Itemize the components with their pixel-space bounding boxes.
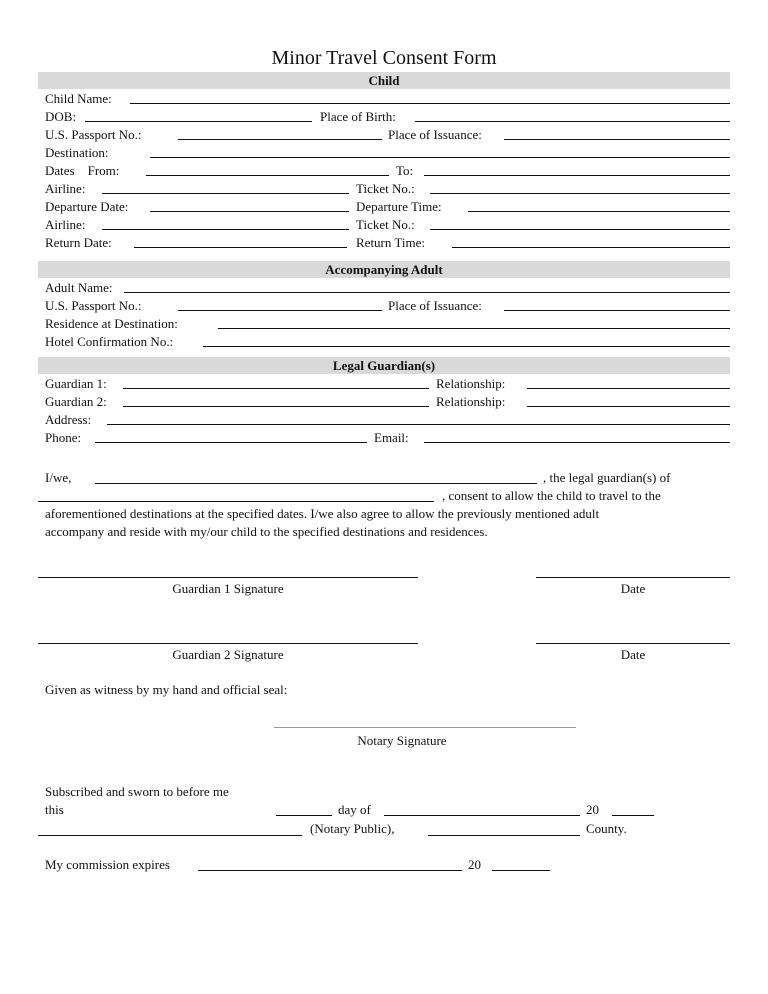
- place-of-birth-label: Place of Birth:: [320, 109, 396, 124]
- departure-date-field[interactable]: [150, 211, 349, 212]
- guardian1-date-line[interactable]: [536, 577, 730, 578]
- adult-passport-label: U.S. Passport No.:: [45, 298, 142, 313]
- dates-to-label: To:: [396, 163, 414, 178]
- return-date-field[interactable]: [134, 247, 347, 248]
- witness-text: Given as witness by my hand and official seal:: [45, 682, 288, 697]
- section-header-adult: Accompanying Adult: [38, 261, 730, 278]
- child-name-field[interactable]: [130, 103, 730, 104]
- address-label: Address:: [45, 412, 92, 427]
- relationship1-label: Relationship:: [436, 376, 506, 391]
- year-prefix-1: 20: [586, 802, 599, 817]
- dob-field[interactable]: [85, 121, 312, 122]
- airline-field[interactable]: [102, 193, 349, 194]
- child-passport-label: U.S. Passport No.:: [45, 127, 142, 142]
- dates-to-field[interactable]: [424, 175, 730, 176]
- day-field[interactable]: [276, 815, 332, 816]
- place-of-birth-field[interactable]: [415, 121, 730, 122]
- adult-name-label: Adult Name:: [45, 280, 113, 295]
- guardian1-date-label: Date: [620, 581, 646, 596]
- notary-public-field[interactable]: [38, 835, 302, 836]
- child-passport-field[interactable]: [178, 139, 382, 140]
- residence-label: Residence at Destination:: [45, 316, 178, 331]
- child-name-label: Child Name:: [45, 91, 112, 106]
- consent-guardian-names-field[interactable]: [95, 483, 537, 484]
- departure-date-label: Departure Date:: [45, 199, 129, 214]
- address-field[interactable]: [107, 424, 730, 425]
- child-place-of-issuance-field[interactable]: [504, 139, 730, 140]
- consent-paragraph-line3: aforementioned destinations at the specified dates. I/we also agree to allow the previously mentioned adult: [45, 506, 600, 521]
- guardian2-field[interactable]: [123, 406, 429, 407]
- this-text: this: [45, 802, 64, 817]
- dob-label: DOB:: [45, 109, 77, 124]
- dates-from-label: Dates From:: [45, 163, 120, 178]
- consent-iwe-label: I/we,: [45, 470, 72, 485]
- guardian1-signature-label: Guardian 1 Signature: [172, 581, 284, 596]
- guardian1-label: Guardian 1:: [45, 376, 107, 391]
- hotel-label: Hotel Confirmation No.:: [45, 334, 174, 349]
- consent-paragraph-line4: accompany and reside with my/our child to the specified destinations and residences.: [45, 524, 488, 539]
- year-field-1[interactable]: [612, 815, 654, 816]
- county-field[interactable]: [428, 835, 580, 836]
- destination-field[interactable]: [150, 157, 730, 158]
- hotel-field[interactable]: [203, 346, 730, 347]
- notary-public-text: (Notary Public),: [310, 821, 395, 836]
- phone-label: Phone:: [45, 430, 82, 445]
- year-prefix-2: 20: [468, 857, 481, 872]
- destination-label: Destination:: [45, 145, 109, 160]
- departure-time-field[interactable]: [468, 211, 730, 212]
- adult-place-of-issuance-label: Place of Issuance:: [388, 298, 482, 313]
- notary-signature-label: Notary Signature: [357, 733, 447, 748]
- section-header-child: Child: [38, 72, 730, 89]
- adult-name-field[interactable]: [124, 292, 730, 293]
- subscribed-text: Subscribed and sworn to before me: [45, 784, 229, 799]
- guardian2-date-label: Date: [620, 647, 646, 662]
- guardian2-signature-label: Guardian 2 Signature: [172, 647, 284, 662]
- email-field[interactable]: [424, 442, 730, 443]
- county-text: County.: [586, 821, 627, 836]
- return-ticket-field[interactable]: [430, 229, 730, 230]
- phone-field[interactable]: [95, 442, 367, 443]
- email-label: Email:: [374, 430, 409, 445]
- commission-expires-field[interactable]: [198, 870, 462, 871]
- residence-field[interactable]: [218, 328, 730, 329]
- child-place-of-issuance-label: Place of Issuance:: [388, 127, 482, 142]
- dates-from-field[interactable]: [146, 175, 389, 176]
- relationship1-field[interactable]: [527, 388, 730, 389]
- section-header-guardians: Legal Guardian(s): [38, 357, 730, 374]
- return-ticket-label: Ticket No.:: [356, 217, 415, 232]
- return-airline-label: Airline:: [45, 217, 86, 232]
- consent-legal-guardians-text: , the legal guardian(s) of: [543, 470, 671, 485]
- commission-text: My commission expires: [45, 857, 170, 872]
- year-field-2[interactable]: [492, 870, 550, 871]
- departure-time-label: Departure Time:: [356, 199, 442, 214]
- page-title: Minor Travel Consent Form: [271, 47, 497, 69]
- consent-to-travel-text: , consent to allow the child to travel to the: [442, 488, 661, 503]
- relationship2-label: Relationship:: [436, 394, 506, 409]
- return-date-label: Return Date:: [45, 235, 112, 250]
- return-time-field[interactable]: [452, 247, 730, 248]
- guardian2-date-line[interactable]: [536, 643, 730, 644]
- day-of-text: day of: [338, 802, 371, 817]
- guardian1-signature-line[interactable]: [38, 577, 418, 578]
- notary-signature-line[interactable]: [274, 727, 576, 728]
- consent-destinations-field[interactable]: [38, 501, 434, 502]
- guardian1-field[interactable]: [123, 388, 429, 389]
- ticket-label: Ticket No.:: [356, 181, 415, 196]
- return-time-label: Return Time:: [356, 235, 425, 250]
- adult-place-of-issuance-field[interactable]: [504, 310, 730, 311]
- adult-passport-field[interactable]: [178, 310, 382, 311]
- return-airline-field[interactable]: [102, 229, 349, 230]
- ticket-field[interactable]: [430, 193, 730, 194]
- month-field[interactable]: [384, 815, 580, 816]
- guardian2-label: Guardian 2:: [45, 394, 107, 409]
- guardian2-signature-line[interactable]: [38, 643, 418, 644]
- relationship2-field[interactable]: [527, 406, 730, 407]
- airline-label: Airline:: [45, 181, 86, 196]
